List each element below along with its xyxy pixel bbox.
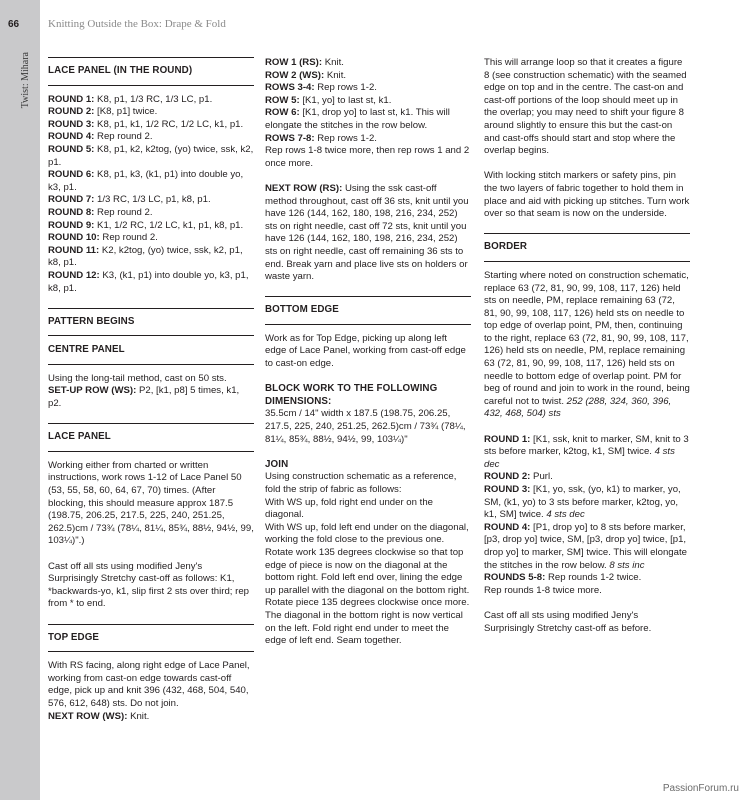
top-edge-heading: TOP EDGE [48, 624, 254, 653]
round-line: ROUND 9: K1, 1/2 RC, 1/2 LC, k1, p1, k8, p1. [48, 219, 244, 231]
rounds-repeat: Rep rounds 1-8 twice more. [484, 584, 602, 596]
row-line: ROWS 3-4: Rep rows 1-2. [265, 82, 377, 94]
join-heading: JOIN [265, 458, 289, 470]
round-line: ROUND 11: K2, k2tog, (yo) twice, ssk, k2, p1, k8, p1. [48, 244, 243, 269]
round-line: ROUND 1: K8, p1, 1/3 RC, 1/3 LC, p1. [48, 93, 213, 105]
row-line: ROW 1 (RS): Knit. [265, 57, 344, 68]
round-line: ROUND 5: K8, p1, k2, k2tog, (yo) twice, ssk, k2, p1. [48, 143, 254, 168]
markers-para: With locking stitch markers or safety pins, pin the two layers of fabric together to hold them in place and aid with picking up stitches. Turn work over so that seam is now on the underside. [484, 170, 690, 220]
row-line: ROW 5: [K1, yo] to last st, k1. [265, 94, 392, 106]
rows-repeat: Rep rows 1-8 twice more, then rep rows 1 and 2 once more. [265, 145, 470, 169]
top-edge-para: With RS facing, along right edge of Lace Panel, working from cast-on edge towards cast-off edge, pick up and knit 396 (432, 468, 504, 540, 576, 612, 648) sts. Do not join. [48, 660, 250, 709]
lace-panel-heading: LACE PANEL [48, 423, 254, 452]
join-steps: Using construction schematic as a reference, fold the strip of fabric as follows: With WS up, fold right end under on the diagonal. With WS up, fold left end under on the diagonal, working the fold close to the previous one. Rotate work 135 degrees clockwise so that top edge of piece is now on the diagonal at the bottom right. Fold left end over, lining the edge up parallel with the diagonal on the bottom right. Rotate piece 135 degrees clockwise once more. The diagonal in the bottom right is now vertical on the left. Fold right end under to meet the edge of left end. Seam together. [265, 471, 470, 647]
round-line: ROUND 3: K8, p1, k1, 1/2 RC, 1/2 LC, k1, p1. [48, 118, 244, 130]
round-line: ROUNDS 5-8: Rep rounds 1-2 twice. [484, 572, 642, 584]
border-heading: BORDER [484, 233, 690, 262]
page-spine [0, 0, 40, 800]
figure8-para: This will arrange loop so that it creates a figure 8 (see construction schematic) with the seamed edge on top and in the centre. The cast-on and cast-off portions of the loop should meet up in the overlap; you may need to shift your figure 8 around slightly to ensure this but the cast-on and cast-offs should start and stop where the overlap begins. [484, 57, 687, 157]
watermark: PassionForum.ru [662, 783, 739, 794]
round-line: ROUND 4: [P1, drop yo] to 8 sts before marker, [p3, drop yo] twice, SM, [p3, drop yo] twice, [p1, drop yo] to marker, SM] twice. This will elongate the stitches in the row below. 8 sts inc [484, 521, 687, 571]
lace-panel-para-1: Working either from charted or written instructions, work rows 1-12 of Lace Panel 50 (53, 55, 58, 60, 64, 67, 70) times. (After blocking, this should measure approx 187.5 (198.75, 206.25, 217.5, 225, 240, 251.25, 262.5)cm / 73¾ (78¼, 81¼, 85¾, 88½, 94½, 99, 103¼)".) [48, 459, 254, 547]
round-line: ROUND 6: K8, p1, k3, (k1, p1) into double yo, k3, p1. [48, 169, 244, 193]
row-line: ROWS 7-8: Rep rows 1-2. [265, 132, 377, 144]
edge-rows-list [265, 57, 471, 170]
round-line: ROUND 2: Purl. [484, 471, 553, 483]
centre-panel-text: Using the long-tail method, cast on 50 sts. SET-UP ROW (WS): P2, [k1, p8] 5 times, k1, p2. [48, 372, 240, 410]
centre-panel-heading: CENTRE PANEL [48, 344, 254, 365]
next-row-rs: NEXT ROW (RS): Using the ssk cast-off method throughout, cast off 36 sts, knit until you have 126 (144, 162, 180, 198, 216, 234, 252) sts on right needle, cast off 72 sts, knit until you have 126 (144, 162, 180, 198, 216, 234, 252) sts on right needle, cast off remaining 36 sts to end. Break yarn and place live sts on holders or waste yarn. [265, 182, 469, 283]
spine-label: Twist: Mihara [20, 52, 31, 109]
lace-panel-round-heading: LACE PANEL (IN THE ROUND) [48, 57, 254, 86]
row-line: ROW 6: [K1, drop yo] to last st, k1. This will elongate the stitches in the row below. [265, 107, 450, 131]
column-1 [48, 57, 254, 723]
final-cast-off: Cast off all sts using modified Jeny's Surprisingly Stretchy cast-off as before. [484, 609, 652, 634]
round-line: ROUND 10: Rep round 2. [48, 232, 158, 244]
column-3 [484, 57, 690, 635]
bottom-edge-para: Work as for Top Edge, picking up along left edge of Lace Panel, working from cast-off edge to cast-on edge. [265, 332, 466, 370]
round-line: ROUND 1: [K1, ssk, knit to marker, SM, knit to 3 sts before marker, k2tog, k1, SM] twice. 4 sts dec [484, 433, 689, 470]
border-para: Starting where noted on construction schematic, replace 63 (72, 81, 90, 99, 108, 117, 126) held sts on needle, PM, replace remaining 63 (72, 81, 90, 99, 108, 117, 126) held sts on needle to top edge of overlap point, PM, then, continuing to the right, replace 63 (72, 81, 90, 99, 108, 117, 126) held sts on needle, PM, replace remaining 63 (72, 81, 90, 99, 108, 117, 126) held sts on needle to bottom edge of overlap point. PM for beg of round and join to work in the round, being careful not to twist. 252 (288, 324, 360, 396, 432, 468, 504) sts [484, 269, 690, 420]
round-line: ROUND 4: Rep round 2. [48, 131, 153, 143]
lace-panel-para-2: Cast off all sts using modified Jeny's Surprisingly Stretchy cast-off as follows: K1, *backwards-yo, k1, slip first 2 sts over third; rep from * to end. [48, 560, 250, 610]
lace-rounds-list [48, 94, 254, 296]
row-line: ROW 2 (WS): Knit. [265, 69, 347, 81]
block-dimensions: 35.5cm / 14" width x 187.5 (198.75, 206.25, 217.5, 225, 240, 251.25, 262.5)cm / 73¾ (78¼, 81¼, 85¾, 88½, 94½, 99, 103¼)" [265, 408, 466, 445]
round-line: ROUND 2: [K8, p1] twice. [48, 106, 158, 118]
page-number: 66 [8, 19, 20, 30]
column-2 [265, 57, 471, 648]
round-line: ROUND 8: Rep round 2. [48, 206, 153, 218]
block-dimensions-heading: BLOCK WORK TO THE FOLLOWING DIMENSIONS: [265, 383, 438, 407]
pattern-begins-heading: PATTERN BEGINS [48, 308, 254, 337]
top-edge-next-row: NEXT ROW (WS): Knit. [48, 710, 150, 722]
border-rounds [484, 434, 690, 598]
round-line: ROUND 7: 1/3 RC, 1/3 LC, p1, k8, p1. [48, 194, 211, 206]
round-line: ROUND 12: K3, (k1, p1) into double yo, k3, p1, k8, p1. [48, 269, 249, 294]
round-line: ROUND 3: [K1, yo, ssk, (yo, k1) to marker, yo, SM, (k1, yo) to 3 sts before marker, k2tog, yo, k1, SM] twice. 4 sts dec [484, 484, 681, 521]
running-head: Knitting Outside the Box: Drape & Fold [48, 18, 226, 30]
bottom-edge-heading: BOTTOM EDGE [265, 296, 471, 325]
